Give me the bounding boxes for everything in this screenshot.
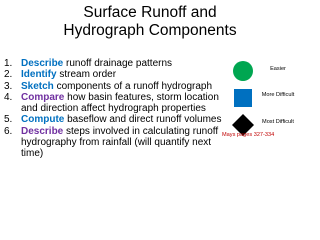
objective-item [4,69,230,80]
objective-item [4,81,230,92]
legend-label: More Difficult [261,92,295,98]
objective-item [4,126,230,160]
objective-item [4,92,230,115]
difficulty-legend [230,58,296,139]
objective-text [21,92,230,115]
objective-description: how basin features, storm location and direction affect hydrograph properties [21,91,219,115]
legend-label: Most Difficult [262,119,294,125]
legend-item-easier [230,58,296,85]
slide-title [0,4,300,40]
objective-verb: Describe [21,58,64,69]
green-circle-icon [232,60,254,82]
objective-number: 1. [4,58,13,69]
objective-verb: Describe [21,125,64,137]
objective-text [21,58,172,69]
slide-title-line: Hydrograph Components [63,22,237,39]
blue-square-icon [232,87,254,109]
legend-label: Easier [270,66,286,72]
objective-verb: Compute [21,114,65,126]
objectives-list [4,58,230,160]
objective-number: 2. [4,69,13,81]
objective-number: 4. [4,91,13,103]
slide-title-line: Surface Runoff and [83,4,217,21]
objective-verb: Sketch [21,80,54,92]
objective-item [4,114,230,125]
objective-verb: Compare [21,91,65,103]
objective-text [21,114,221,125]
objective-number: 5. [4,114,13,126]
legend-item-more-difficult [230,85,296,112]
objective-description: baseflow and direct runoff volumes [64,114,222,126]
objective-number: 3. [4,80,13,92]
objective-item [4,58,230,69]
objective-description: components of a runoff hydrograph [53,80,213,92]
objective-text [21,69,116,80]
objective-text [21,81,212,92]
objective-description: steps involved in calculating runoff hydrography from rainfall (will quantify next time) [21,125,219,160]
objective-verb: Identify [21,69,57,81]
objective-description: runoff drainage patterns [63,58,173,69]
objective-description: stream order [56,69,117,81]
objective-number: 6. [4,125,13,137]
reference-note: Mays pages 327-334 [222,132,275,138]
objective-text [21,126,230,160]
